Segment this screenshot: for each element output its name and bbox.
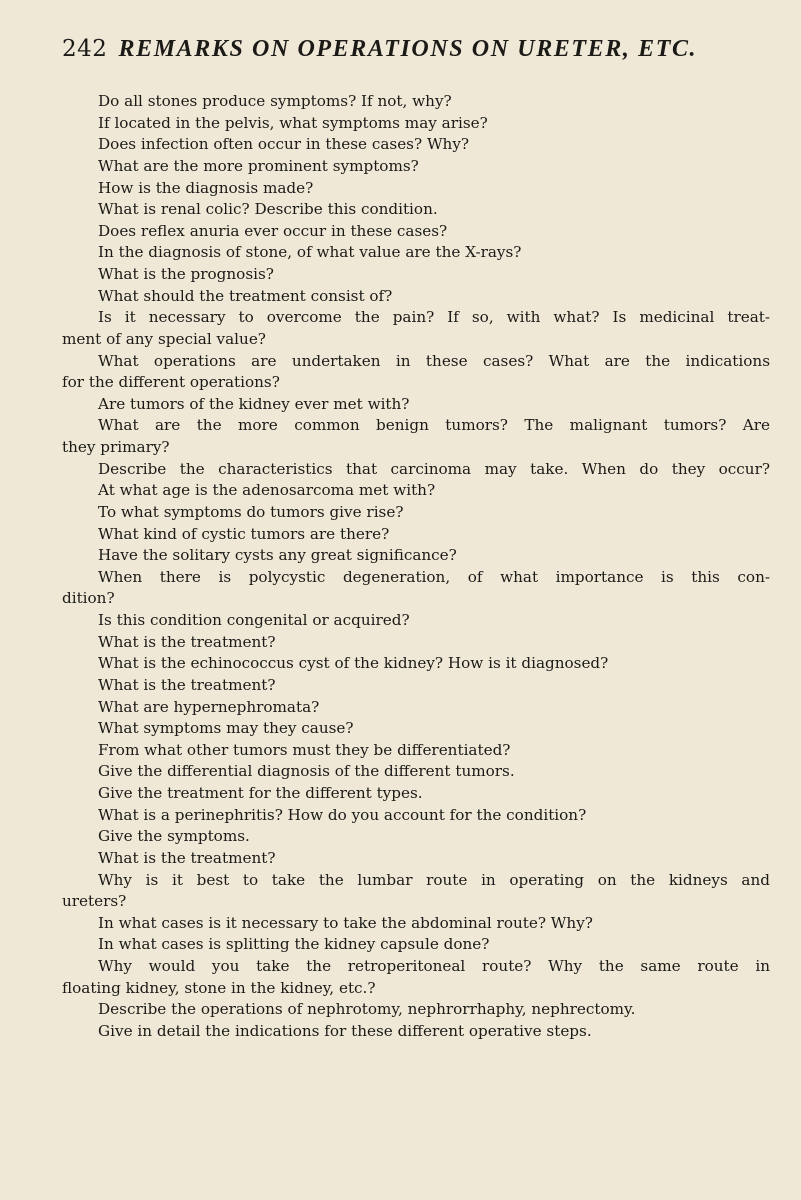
text-line: What is the echinococcus cyst of the kidney? How is it diagnosed? bbox=[98, 654, 609, 673]
question-list bbox=[62, 91, 770, 1043]
text-line: In the diagnosis of stone, of what value are the X-rays? bbox=[98, 243, 522, 262]
text-line: To what symptoms do tumors give rise? bbox=[98, 502, 404, 521]
text-line: What symptoms may they cause? bbox=[98, 719, 354, 738]
text-line: In what cases is splitting the kidney capsule done? bbox=[98, 935, 490, 954]
text-line: Have the solitary cysts any great significance? bbox=[98, 546, 457, 565]
text-line: Give in detail the indications for these different operative steps. bbox=[98, 1021, 592, 1040]
text-line: What are hypernephromata? bbox=[98, 697, 320, 716]
text-line: Is it necessary to overcome the pain? If so, with what? Is medicinal treat- bbox=[98, 308, 770, 327]
text-line: What is the prognosis? bbox=[98, 265, 274, 283]
text-line: Is this condition congenital or acquired? bbox=[98, 611, 410, 629]
text-line: When there is polycystic degeneration, of what importance is this con- bbox=[98, 567, 770, 586]
text-line: dition? bbox=[62, 589, 115, 608]
text-line: Do all stones produce symptoms? If not, why? bbox=[98, 92, 452, 110]
page-number: 242 bbox=[62, 36, 108, 62]
text-line: At what age is the adenosarcoma met with? bbox=[98, 481, 436, 500]
text-line: What kind of cystic tumors are there? bbox=[98, 524, 390, 543]
text-line: How is the diagnosis made? bbox=[98, 178, 314, 197]
text-line: Give the symptoms. bbox=[98, 827, 250, 846]
text-line: Describe the operations of nephrotomy, nephrorrhaphy, nephrectomy. bbox=[98, 1000, 636, 1019]
text-line: What is a perinephritis? How do you account for the condition? bbox=[98, 805, 587, 824]
text-line: What is the treatment? bbox=[98, 675, 276, 694]
running-head bbox=[62, 36, 762, 66]
text-line: Does reflex anuria ever occur in these cases? bbox=[98, 221, 448, 240]
text-line: If located in the pelvis, what symptoms may arise? bbox=[98, 113, 488, 132]
text-line: What is renal colic? Describe this condition. bbox=[98, 200, 438, 219]
text-line: ureters? bbox=[62, 892, 127, 911]
text-line: In what cases is it necessary to take the abdominal route? Why? bbox=[98, 913, 593, 932]
text-line: they primary? bbox=[62, 438, 170, 456]
text-line: Give the treatment for the different types. bbox=[98, 784, 423, 802]
text-line: Describe the characteristics that carcinoma may take. When do they occur? bbox=[98, 459, 770, 478]
text-line: What are the more common benign tumors? The malignant tumors? Are bbox=[98, 416, 770, 435]
text-line: Are tumors of the kidney ever met with? bbox=[98, 394, 410, 413]
text-line: ment of any special value? bbox=[62, 329, 266, 348]
text-line: Does infection often occur in these cases? Why? bbox=[98, 135, 470, 154]
text-line: Give the differential diagnosis of the different tumors. bbox=[98, 762, 515, 781]
text-line: Why would you take the retroperitoneal route? Why the same route in bbox=[98, 957, 770, 975]
text-line: for the different operations? bbox=[62, 373, 280, 392]
text-line: What should the treatment consist of? bbox=[98, 286, 393, 305]
text-line: What operations are undertaken in these cases? What are the indications bbox=[98, 351, 770, 370]
text-line: What is the treatment? bbox=[98, 848, 276, 867]
text-line: What are the more prominent symptoms? bbox=[98, 156, 419, 175]
text-line: From what other tumors must they be differentiated? bbox=[98, 740, 511, 759]
running-title: REMARKS ON OPERATIONS ON URETER, ETC. bbox=[118, 36, 698, 62]
text-line: What is the treatment? bbox=[98, 632, 276, 651]
text-line: Why is it best to take the lumbar route in operating on the kidneys and bbox=[98, 870, 770, 889]
text-line: floating kidney, stone in the kidney, etc.? bbox=[62, 978, 376, 997]
